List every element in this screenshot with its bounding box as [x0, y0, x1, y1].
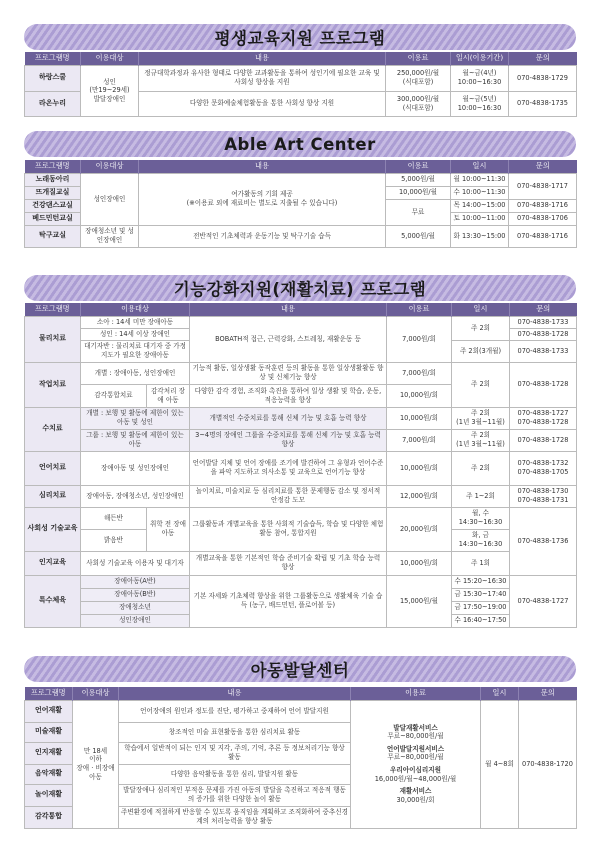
contact-cell — [510, 485, 577, 507]
col-header: 일시(이용기간) — [451, 52, 509, 65]
contact-cell: 070-4838-1733 — [510, 340, 577, 362]
section-2-table — [24, 160, 577, 248]
target-cell: 성인장애인 — [81, 173, 139, 225]
target-cell — [81, 65, 139, 116]
target-cell: 감각처리 장애 아동 — [147, 384, 190, 407]
target-cell: 그룹 : 보행 및 활동에 제한이 있는 아동 — [81, 429, 190, 451]
fee-cell: 7,000원/회 — [387, 362, 452, 384]
col-header: 이용대상 — [81, 160, 139, 173]
program-name: 뜨개질교실 — [25, 186, 81, 199]
program-name: 심리치료 — [25, 485, 81, 507]
content-cell: BOBATH적 접근, 근력강화, 스트레칭, 재활운동 등 — [190, 316, 387, 362]
program-name: 탁구교실 — [25, 225, 81, 247]
program-name: 특수체육 — [25, 575, 81, 627]
content-cell: 창조적인 미술 표현활동을 통한 심리치료 활동 — [119, 722, 351, 742]
col-header: 내용 — [119, 687, 351, 700]
table-row — [25, 507, 577, 529]
contact-cell: 070-4838-1729 — [509, 65, 577, 91]
fee-cell: 10,000원/회 — [387, 451, 452, 485]
content-cell: 다양한 감각 경험, 조직화 촉진을 통하여 일상 생활 및 학습, 운동, 적응능력을 향상 — [190, 384, 387, 407]
content-line: 여가활동의 기회 제공 — [231, 190, 293, 199]
content-cell: 놀이치료, 미술치료 등 심리치료를 통한 문제행동 감소 및 정서적 안정감 도모 — [190, 485, 387, 507]
contact-cell: 070-4838-1728 — [510, 328, 577, 340]
program-name: 물리치료 — [25, 316, 81, 362]
contact-cell — [510, 451, 577, 485]
time-cell: 주 1회 — [452, 551, 510, 575]
col-header: 문의 — [519, 687, 577, 700]
col-header: 내용 — [139, 52, 386, 65]
fee-cell: 15,000원/월 — [387, 575, 452, 627]
program-name: 감각통합 — [25, 806, 73, 828]
time: 월, 수 — [472, 509, 489, 518]
time-cell — [451, 91, 509, 116]
fee-note: (식대포함) — [402, 78, 434, 86]
time-cell: 수 16:40~17:50 — [452, 614, 510, 627]
table-row — [25, 551, 577, 575]
time-cell: 주 2회 — [452, 451, 510, 485]
time-cell: 화 13:30~15:00 — [451, 225, 509, 247]
col-header: 이용료 — [351, 687, 481, 700]
time-cell: 목 14:00~15:00 — [451, 199, 509, 212]
time-cell — [452, 507, 510, 529]
target-cell: 해든반 — [81, 507, 147, 529]
section-2-title: Able Art Center — [224, 134, 376, 154]
time-cell: 주 2회(3개월) — [452, 340, 510, 362]
contact-cell: 070-4838-1717 — [509, 173, 577, 199]
program-name: 사회성 기술교육 — [25, 507, 81, 551]
fee-cell: 12,000원/회 — [387, 485, 452, 507]
content-cell: 언어장애의 원인과 정도를 진단, 평가하고 중재하여 언어 발달지원 — [119, 700, 351, 722]
fee-cell: 7,000원/회 — [387, 316, 452, 362]
fee-cell — [386, 91, 451, 116]
fee-cell — [351, 700, 481, 828]
content-cell — [139, 173, 386, 225]
section-3-banner — [24, 275, 576, 301]
content-cell: 3~4명의 장애인 그룹을 수중치료를 통해 신체 기능 및 호흡 능력 향상 — [190, 429, 387, 451]
fee-cell: 10,000원/회 — [387, 551, 452, 575]
target-line: 발달장애인 — [93, 94, 126, 103]
fee-label: 재활서비스 — [399, 787, 432, 796]
table-row — [25, 485, 577, 507]
contact-cell: 070-4838-1727 — [510, 575, 577, 627]
col-header: 일시 — [452, 303, 510, 316]
contact: 070-4838-1731 — [517, 496, 569, 504]
fee-cell: 10,000원/월 — [386, 186, 451, 199]
target-line: 이하 — [89, 755, 102, 764]
fee-cell: 10,000원/회 — [387, 407, 452, 429]
fee-note: (식대포함) — [402, 103, 434, 112]
time-cell — [452, 429, 510, 451]
col-header: 이용대상 — [73, 687, 119, 700]
target-cell: 성인장애인 — [81, 614, 190, 627]
program-name: 작업치료 — [25, 362, 81, 407]
content-cell: 학습에서 일반적이 되는 인지 및 지각, 주의, 기억, 추론 등 정보처리기능 향상 활동 — [119, 742, 351, 764]
program-name: 수치료 — [25, 407, 81, 451]
time: 월~금(4년) — [462, 69, 497, 78]
content-cell: 개별교육을 통한 기본적인 학습 준비기술 확립 및 기초 학습 능력 향상 — [190, 551, 387, 575]
fee-cell — [386, 65, 451, 91]
col-header: 이용대상 — [81, 303, 190, 316]
col-header: 내용 — [139, 160, 386, 173]
section-1-title: 평생교육지원 프로그램 — [214, 29, 386, 48]
col-header: 일시 — [481, 687, 519, 700]
fee-cell: 20,000원/회 — [387, 507, 452, 551]
fee-value: 무료~80,000원/월 — [387, 753, 444, 762]
content-cell: 기본 자세와 기초체력 향상을 위한 그룹활동으로 생활체육 기술 습득 (농구, 배드민턴, 플로어볼 등) — [190, 575, 387, 627]
program-name: 언어재활 — [25, 700, 73, 722]
time-cell: 월 10:00~11:30 — [451, 173, 509, 186]
table-row — [25, 451, 577, 485]
contact: 070-4838-1727 — [517, 409, 569, 418]
table-row — [25, 429, 577, 451]
time-cell: 주 2회 — [452, 362, 510, 407]
time: (1년 3월~11월) — [456, 418, 505, 426]
program-name: 인지교육 — [25, 551, 81, 575]
time: 14:30~16:30 — [458, 540, 503, 548]
target-cell: 장애아동(A반) — [81, 575, 190, 588]
section-4-table — [24, 687, 577, 829]
fee: 250,000원/월 — [396, 69, 440, 78]
col-header: 프로그램명 — [25, 687, 73, 700]
time: 10:00~16:30 — [457, 78, 502, 86]
target-cell: 개별 : 장애아동, 성인장애인 — [81, 362, 190, 384]
fee-label: 우리아이심리지원 — [390, 766, 441, 774]
section-1-table — [24, 52, 577, 117]
program-name: 미술재활 — [25, 722, 73, 742]
target-line: (만19~29세) — [89, 86, 130, 95]
time: 주 2회 — [470, 409, 491, 418]
contact: 070-4838-1732 — [517, 459, 569, 468]
col-header: 문의 — [509, 52, 577, 65]
program-name: 음악재활 — [25, 764, 73, 784]
target-cell: 감각통합치료 — [81, 384, 147, 407]
col-header: 이용료 — [387, 303, 452, 316]
content-cell: 언어발달 지체 및 언어 장애를 조기에 발견하여 그 유형과 언어수준을 파악 지도하고 의사소통 및 교육으로 언어기능 향상 — [190, 451, 387, 485]
target-cell: 취학 전 장애아동 — [147, 507, 190, 551]
section-3-title: 기능강화지원(재활치료) 프로그램 — [173, 280, 427, 299]
fee-cell: 5,000원/월 — [386, 225, 451, 247]
time-cell — [452, 529, 510, 551]
target-cell: 장애아동(B반) — [81, 588, 190, 601]
fee-value: 무료~80,000원/월 — [387, 732, 444, 741]
program-name: 하랑스쿨 — [25, 65, 81, 91]
target-cell: 대기자반 : 물리치료 대기자 중 가정지도가 필요한 장애아동 — [81, 340, 190, 362]
program-name: 언어치료 — [25, 451, 81, 485]
header-row — [25, 303, 577, 316]
fee-cell: 5,000원/월 — [386, 173, 451, 186]
contact-cell: 070-4838-1728 — [510, 362, 577, 407]
time: 주 2회 — [470, 431, 491, 440]
target-cell: 성인 : 14세 이상 장애인 — [81, 328, 190, 340]
target-cell: 밝음반 — [81, 529, 147, 551]
time-cell: 토 10:00~11:00 — [451, 212, 509, 225]
program-name: 베드민턴교실 — [25, 212, 81, 225]
content-cell: 정규대학과정과 유사한 형태로 다양한 교과활동을 통하여 성인기에 필요한 교육 및 사회성 향상을 지원 — [139, 65, 386, 91]
section-4-banner — [24, 656, 576, 682]
col-header: 프로그램명 — [25, 160, 81, 173]
fee-label: 발달재활서비스 — [393, 723, 438, 732]
header-row — [25, 687, 577, 700]
content-cell: 기능적 활동, 일상생활 동작훈련 등의 활동을 통한 일상생활활동 향상 및 신체기능 향상 — [190, 362, 387, 384]
program-name: 라온누리 — [25, 91, 81, 116]
time-cell — [451, 65, 509, 91]
contact-cell: 070-4838-1720 — [519, 700, 577, 828]
table-row — [25, 65, 577, 91]
contact-cell: 070-4838-1706 — [509, 212, 577, 225]
fee-label: 언어발달지원서비스 — [386, 744, 445, 753]
target-cell: 장애아동, 장애청소년, 성인장애인 — [81, 485, 190, 507]
contact: 070-4838-1730 — [517, 487, 569, 496]
target-line: 만 18세 — [83, 746, 108, 755]
target-cell: 장애아동 및 성인장애인 — [81, 451, 190, 485]
target-cell: 사회성 기술교육 이용자 및 대기자 — [81, 551, 190, 575]
time: 14:30~16:30 — [458, 518, 503, 526]
contact-cell: 070-4838-1735 — [509, 91, 577, 116]
col-header: 내용 — [190, 303, 387, 316]
content-cell: 전반적인 기초체력과 운동기능 및 탁구기술 습득 — [139, 225, 386, 247]
header-row — [25, 52, 577, 65]
time-cell: 주 2회 — [452, 316, 510, 340]
col-header: 문의 — [510, 303, 577, 316]
col-header: 일시 — [451, 160, 509, 173]
contact-cell: 070-4838-1733 — [510, 316, 577, 328]
content-cell: 다양한 문화예술체험활동을 통한 사회성 향상 지원 — [139, 91, 386, 116]
time-cell: 수 10:00~11:30 — [451, 186, 509, 199]
contact-cell: 070-4838-1716 — [509, 225, 577, 247]
target-cell: 개별 : 보행 및 활동에 제한이 있는 아동 및 성인 — [81, 407, 190, 429]
contact-cell: 070-4838-1736 — [510, 507, 577, 575]
content-cell: 다양한 음악활동을 통한 심리, 발달지원 활동 — [119, 764, 351, 784]
contact: 070-4838-1728 — [517, 418, 569, 426]
target-line: 성인 — [103, 77, 116, 86]
fee-value: 16,000원/월~48,000원/월 — [374, 774, 457, 783]
col-header: 프로그램명 — [25, 303, 81, 316]
fee-cell: 10,000원/회 — [387, 384, 452, 407]
section-2-banner — [24, 131, 576, 157]
table-row — [25, 362, 577, 384]
content-cell: 개별적인 수중치료를 통해 신체 기능 및 호흡 능력 향상 — [190, 407, 387, 429]
content-note: (※이용료 외에 재료비는 별도로 지출될 수 있습니다) — [186, 199, 338, 207]
col-header: 이용료 — [386, 160, 451, 173]
content-cell: 그룹활동과 개별교육을 통한 사회적 기술습득, 학습 및 다양한 체험활동 참여, 통합지원 — [190, 507, 387, 551]
table-row — [25, 316, 577, 328]
time-cell: 금 15:30~17:40 — [452, 588, 510, 601]
program-name: 노래동아리 — [25, 173, 81, 186]
target-cell: 소아 : 14세 미만 장애아동 — [81, 316, 190, 328]
section-3-table — [24, 303, 577, 628]
section-4-title: 아동발달센터 — [250, 661, 350, 680]
table-row — [25, 173, 577, 186]
time-cell — [452, 407, 510, 429]
target-line: 아동 — [89, 772, 102, 781]
content-cell: 주변환경에 적절하게 반응할 수 있도록 움직임을 계획하고 조직화하여 중추신경계의 처리능력을 향상 활동 — [119, 806, 351, 828]
contact-cell: 070-4838-1716 — [509, 199, 577, 212]
table-row — [25, 407, 577, 429]
col-header: 프로그램명 — [25, 52, 81, 65]
target-cell — [73, 700, 119, 828]
section-1-banner — [24, 24, 576, 50]
fee-value: 30,000원/회 — [396, 795, 435, 804]
col-header: 이용대상 — [81, 52, 139, 65]
target-cell: 장애청소년 및 성인장애인 — [81, 225, 139, 247]
header-row — [25, 160, 577, 173]
fee-cell: 무료 — [386, 199, 451, 225]
table-row — [25, 575, 577, 588]
target-cell: 장애청소년 — [81, 601, 190, 614]
fee: 300,000원/월 — [396, 94, 440, 103]
col-header: 문의 — [509, 160, 577, 173]
program-name: 놀이재활 — [25, 784, 73, 806]
time-cell: 월 4~8회 — [481, 700, 519, 828]
col-header: 이용료 — [386, 52, 451, 65]
program-name: 건강댄스교실 — [25, 199, 81, 212]
contact-cell: 070-4838-1728 — [510, 429, 577, 451]
fee-cell: 7,000원/회 — [387, 429, 452, 451]
contact: 070-4838-1705 — [517, 468, 569, 476]
time-cell: 수 15:20~16:30 — [452, 575, 510, 588]
content-cell: 발달장애나 심리적인 부적응 문제를 가진 아동의 발달을 촉진하고 적응적 행동의 증가를 위한 다양한 놀이 활동 — [119, 784, 351, 806]
time: 10:00~16:30 — [457, 103, 502, 112]
table-row — [25, 225, 577, 247]
time-cell: 금 17:50~19:00 — [452, 601, 510, 614]
time-cell: 주 1~2회 — [452, 485, 510, 507]
contact-cell — [510, 407, 577, 429]
program-name: 인지재활 — [25, 742, 73, 764]
target-line: 장애 · 비장애 — [76, 764, 115, 772]
time: 화, 금 — [472, 531, 489, 540]
time: 월~금(5년) — [462, 94, 497, 103]
table-row — [25, 700, 577, 722]
time: (1년 3월~11월) — [456, 440, 505, 448]
